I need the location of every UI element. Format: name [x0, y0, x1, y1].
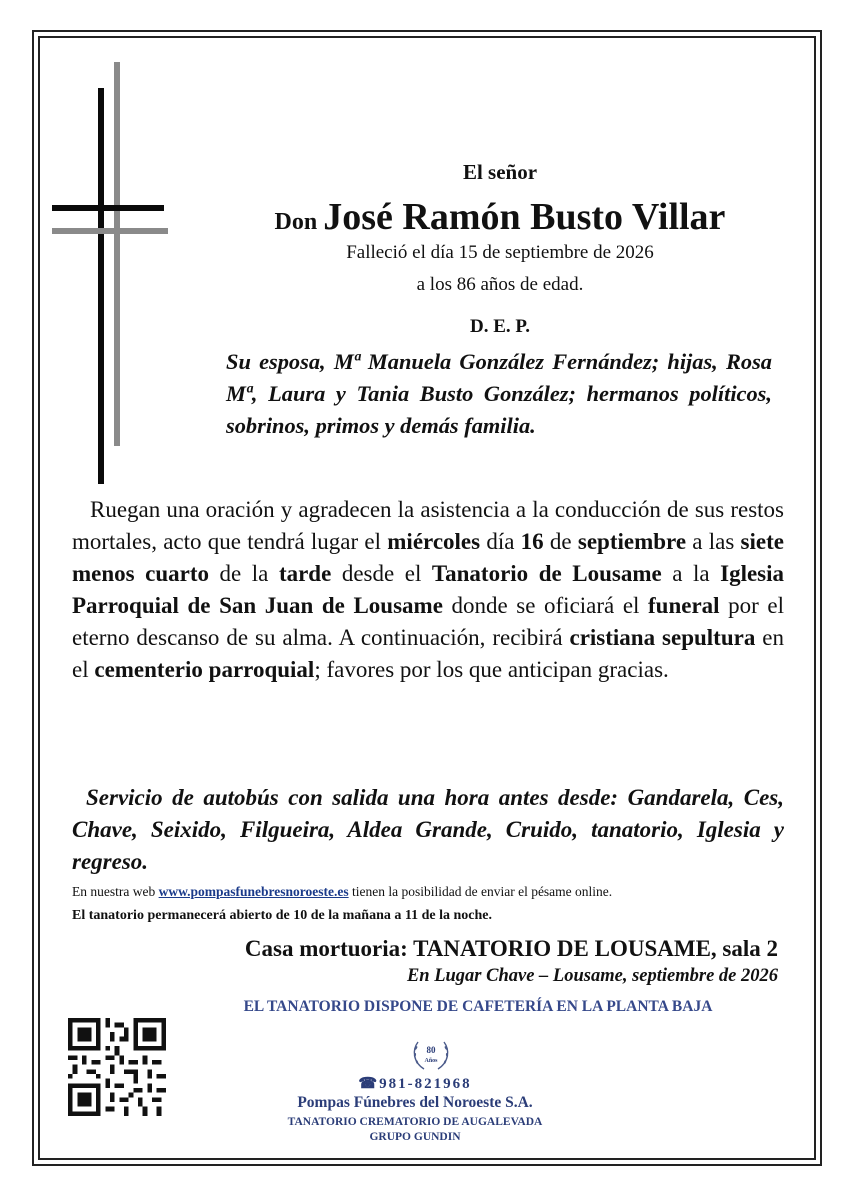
casa-mortuoria: Casa mortuoria: TANATORIO DE LOUSAME, sala 2 [244, 936, 778, 961]
website-link[interactable]: www.pompasfunebresnoroeste.es [158, 884, 349, 899]
web-line: En nuestra web www.pompasfunebresnoroeste.es tienen la posibilidad de enviar el pésame online. [72, 884, 613, 899]
name-text: José Ramón Busto Villar [323, 196, 726, 238]
cafeteria-notice: EL TANATORIO DISPONE DE CAFETERÍA EN LA PLANTA BAJA [243, 998, 713, 1015]
family-text: Su esposa, Mª Manuela González Fernández; hijas, Rosa Mª, Laura y Tania Busto González; hermanos políticos, sobrinos, primos y demás familia. [226, 349, 772, 438]
death-date-line: Falleció el día 15 de septiembre de 2026 [346, 242, 654, 263]
phone-number: ☎981-821968 [358, 1076, 472, 1092]
company-name: Pompas Fúnebres del Noroeste S.A. [297, 1094, 533, 1111]
bus-service-text: Servicio de autobús con salida una hora antes desde: Gandarela, Ces, Chave, Seixido, Filgueira, Aldea Grande, Cruido, tanatorio, Iglesia y regreso. [72, 785, 784, 874]
crematorium-name: TANATORIO CREMATORIO DE AUGALEVADA [287, 1116, 543, 1128]
emblem-icon [410, 1036, 452, 1074]
emblem-number: 80 [426, 1045, 436, 1055]
title-label: El señor [462, 160, 538, 184]
dep-label: D. E. P. [469, 316, 530, 337]
group-name: GRUPO GUNDIN [369, 1131, 461, 1143]
don-label: Don [274, 209, 318, 235]
emblem-word: Años [424, 1058, 438, 1064]
age-line: a los 86 años de edad. [416, 274, 584, 295]
deceased-name [210, 195, 790, 239]
ceremony-paragraph: Ruegan una oración y agradecen la asistencia a la conducción de sus restos mortales, acto que tendrá lugar el miércoles día 16 de septiembre a las siete menos cuarto de la tarde desde el Tanatorio de Lousame a la Iglesia Parroquial de San Juan de Lousame donde se oficiará el funeral por el eterno descanso de su alma. A continuación, recibirá cristiana sepultura en el cementerio parroquial; favores por los que anticipan gracias. [72, 497, 785, 682]
phone-icon: ☎ [358, 1076, 380, 1092]
qr-code-icon[interactable] [66, 1018, 168, 1116]
cross-icon [52, 62, 168, 482]
opening-hours: El tanatorio permanecerá abierto de 10 de la mañana a 11 de la noche. [72, 908, 492, 923]
place-date: En Lugar Chave – Lousame, septiembre de 2026 [406, 966, 778, 986]
